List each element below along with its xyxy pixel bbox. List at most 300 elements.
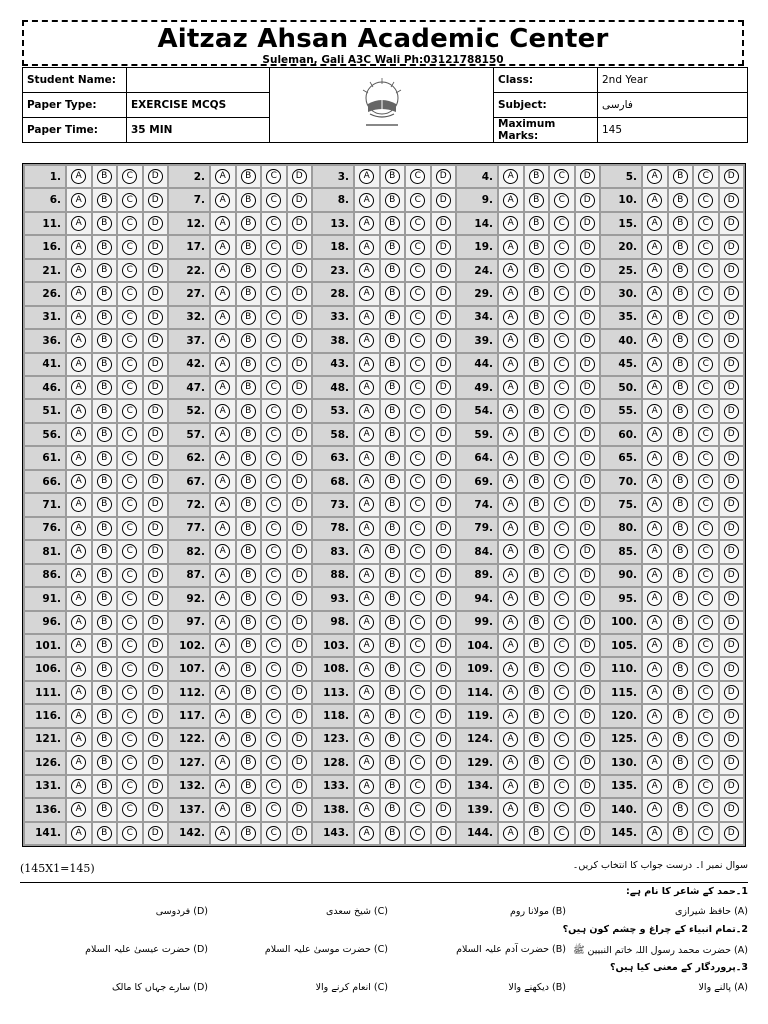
- answer-bubble-c[interactable]: C: [698, 216, 713, 231]
- answer-bubble-b[interactable]: B: [385, 544, 400, 559]
- answer-bubble-b[interactable]: B: [97, 685, 112, 700]
- answer-bubble-b[interactable]: B: [385, 286, 400, 301]
- answer-bubble-d[interactable]: D: [148, 427, 163, 442]
- answer-bubble-c[interactable]: C: [698, 755, 713, 770]
- answer-bubble-c[interactable]: C: [554, 497, 569, 512]
- answer-bubble-b[interactable]: B: [529, 638, 544, 653]
- answer-bubble-b[interactable]: B: [673, 709, 688, 724]
- answer-bubble-a[interactable]: A: [359, 497, 374, 512]
- answer-bubble-a[interactable]: A: [647, 357, 662, 372]
- answer-bubble-c[interactable]: C: [554, 474, 569, 489]
- answer-bubble-a[interactable]: A: [215, 802, 230, 817]
- answer-bubble-d[interactable]: D: [580, 451, 595, 466]
- answer-bubble-c[interactable]: C: [698, 685, 713, 700]
- answer-bubble-d[interactable]: D: [724, 357, 739, 372]
- answer-bubble-a[interactable]: A: [647, 169, 662, 184]
- answer-bubble-c[interactable]: C: [554, 240, 569, 255]
- answer-bubble-c[interactable]: C: [554, 591, 569, 606]
- answer-bubble-d[interactable]: D: [148, 709, 163, 724]
- answer-bubble-b[interactable]: B: [529, 169, 544, 184]
- answer-bubble-b[interactable]: B: [241, 638, 256, 653]
- answer-bubble-a[interactable]: A: [359, 826, 374, 841]
- answer-bubble-a[interactable]: A: [359, 662, 374, 677]
- answer-bubble-a[interactable]: A: [215, 263, 230, 278]
- answer-bubble-d[interactable]: D: [292, 333, 307, 348]
- answer-bubble-a[interactable]: A: [503, 662, 518, 677]
- answer-bubble-d[interactable]: D: [724, 193, 739, 208]
- answer-bubble-a[interactable]: A: [359, 615, 374, 630]
- answer-bubble-d[interactable]: D: [148, 263, 163, 278]
- answer-bubble-a[interactable]: A: [503, 544, 518, 559]
- answer-bubble-d[interactable]: D: [724, 802, 739, 817]
- answer-bubble-d[interactable]: D: [724, 544, 739, 559]
- answer-bubble-d[interactable]: D: [292, 404, 307, 419]
- answer-bubble-c[interactable]: C: [410, 826, 425, 841]
- answer-bubble-b[interactable]: B: [673, 544, 688, 559]
- answer-bubble-c[interactable]: C: [410, 662, 425, 677]
- answer-bubble-d[interactable]: D: [292, 779, 307, 794]
- answer-bubble-a[interactable]: A: [503, 779, 518, 794]
- answer-bubble-a[interactable]: A: [359, 216, 374, 231]
- answer-bubble-d[interactable]: D: [580, 216, 595, 231]
- answer-bubble-a[interactable]: A: [71, 662, 86, 677]
- answer-bubble-b[interactable]: B: [673, 286, 688, 301]
- answer-bubble-b[interactable]: B: [241, 521, 256, 536]
- answer-bubble-b[interactable]: B: [529, 474, 544, 489]
- answer-bubble-a[interactable]: A: [503, 638, 518, 653]
- answer-bubble-a[interactable]: A: [215, 380, 230, 395]
- answer-bubble-c[interactable]: C: [698, 474, 713, 489]
- answer-bubble-b[interactable]: B: [385, 497, 400, 512]
- answer-bubble-d[interactable]: D: [436, 310, 451, 325]
- answer-bubble-c[interactable]: C: [554, 779, 569, 794]
- answer-bubble-c[interactable]: C: [122, 286, 137, 301]
- answer-bubble-a[interactable]: A: [503, 240, 518, 255]
- answer-bubble-c[interactable]: C: [554, 826, 569, 841]
- answer-bubble-d[interactable]: D: [724, 591, 739, 606]
- answer-bubble-a[interactable]: A: [71, 216, 86, 231]
- answer-bubble-b[interactable]: B: [385, 638, 400, 653]
- answer-bubble-b[interactable]: B: [241, 779, 256, 794]
- answer-bubble-a[interactable]: A: [215, 497, 230, 512]
- answer-bubble-c[interactable]: C: [122, 310, 137, 325]
- answer-bubble-a[interactable]: A: [503, 216, 518, 231]
- answer-bubble-b[interactable]: B: [529, 544, 544, 559]
- answer-bubble-b[interactable]: B: [97, 591, 112, 606]
- answer-bubble-b[interactable]: B: [529, 497, 544, 512]
- answer-bubble-a[interactable]: A: [215, 755, 230, 770]
- answer-bubble-a[interactable]: A: [71, 310, 86, 325]
- answer-bubble-d[interactable]: D: [436, 521, 451, 536]
- answer-bubble-c[interactable]: C: [410, 193, 425, 208]
- answer-bubble-b[interactable]: B: [97, 474, 112, 489]
- answer-bubble-b[interactable]: B: [97, 286, 112, 301]
- student-name-field[interactable]: [127, 68, 270, 93]
- answer-bubble-d[interactable]: D: [724, 240, 739, 255]
- answer-bubble-b[interactable]: B: [241, 662, 256, 677]
- answer-bubble-c[interactable]: C: [698, 169, 713, 184]
- answer-bubble-a[interactable]: A: [215, 451, 230, 466]
- answer-bubble-a[interactable]: A: [359, 568, 374, 583]
- answer-bubble-b[interactable]: B: [241, 802, 256, 817]
- answer-bubble-d[interactable]: D: [436, 404, 451, 419]
- answer-bubble-d[interactable]: D: [724, 615, 739, 630]
- answer-bubble-d[interactable]: D: [724, 497, 739, 512]
- answer-bubble-a[interactable]: A: [647, 638, 662, 653]
- answer-bubble-c[interactable]: C: [266, 240, 281, 255]
- answer-bubble-a[interactable]: A: [503, 404, 518, 419]
- answer-bubble-c[interactable]: C: [698, 404, 713, 419]
- answer-bubble-b[interactable]: B: [241, 474, 256, 489]
- answer-bubble-c[interactable]: C: [410, 451, 425, 466]
- answer-bubble-d[interactable]: D: [724, 732, 739, 747]
- answer-bubble-b[interactable]: B: [673, 497, 688, 512]
- answer-bubble-c[interactable]: C: [266, 732, 281, 747]
- answer-bubble-b[interactable]: B: [385, 380, 400, 395]
- answer-bubble-d[interactable]: D: [580, 755, 595, 770]
- answer-bubble-d[interactable]: D: [292, 802, 307, 817]
- answer-bubble-b[interactable]: B: [385, 591, 400, 606]
- answer-bubble-c[interactable]: C: [266, 709, 281, 724]
- answer-bubble-d[interactable]: D: [148, 521, 163, 536]
- answer-bubble-d[interactable]: D: [724, 568, 739, 583]
- answer-bubble-b[interactable]: B: [97, 521, 112, 536]
- answer-bubble-d[interactable]: D: [724, 638, 739, 653]
- answer-bubble-b[interactable]: B: [673, 404, 688, 419]
- answer-bubble-c[interactable]: C: [554, 521, 569, 536]
- answer-bubble-b[interactable]: B: [385, 216, 400, 231]
- answer-bubble-d[interactable]: D: [292, 709, 307, 724]
- answer-bubble-c[interactable]: C: [698, 779, 713, 794]
- answer-bubble-d[interactable]: D: [724, 521, 739, 536]
- answer-bubble-c[interactable]: C: [698, 497, 713, 512]
- answer-bubble-c[interactable]: C: [698, 286, 713, 301]
- answer-bubble-d[interactable]: D: [580, 497, 595, 512]
- answer-bubble-a[interactable]: A: [71, 826, 86, 841]
- answer-bubble-d[interactable]: D: [148, 380, 163, 395]
- answer-bubble-a[interactable]: A: [503, 474, 518, 489]
- answer-bubble-a[interactable]: A: [71, 240, 86, 255]
- answer-bubble-b[interactable]: B: [241, 169, 256, 184]
- answer-bubble-a[interactable]: A: [503, 568, 518, 583]
- answer-bubble-a[interactable]: A: [503, 286, 518, 301]
- answer-bubble-d[interactable]: D: [292, 591, 307, 606]
- answer-bubble-a[interactable]: A: [71, 638, 86, 653]
- answer-bubble-b[interactable]: B: [97, 615, 112, 630]
- answer-bubble-a[interactable]: A: [71, 709, 86, 724]
- answer-bubble-d[interactable]: D: [436, 380, 451, 395]
- answer-bubble-a[interactable]: A: [359, 240, 374, 255]
- answer-bubble-b[interactable]: B: [529, 521, 544, 536]
- answer-bubble-a[interactable]: A: [359, 732, 374, 747]
- answer-bubble-d[interactable]: D: [148, 333, 163, 348]
- answer-bubble-d[interactable]: D: [148, 638, 163, 653]
- answer-bubble-a[interactable]: A: [71, 779, 86, 794]
- answer-bubble-d[interactable]: D: [436, 755, 451, 770]
- answer-bubble-a[interactable]: A: [71, 685, 86, 700]
- answer-bubble-b[interactable]: B: [241, 263, 256, 278]
- answer-bubble-b[interactable]: B: [97, 263, 112, 278]
- answer-bubble-c[interactable]: C: [410, 169, 425, 184]
- answer-bubble-c[interactable]: C: [122, 193, 137, 208]
- answer-bubble-d[interactable]: D: [724, 826, 739, 841]
- answer-bubble-c[interactable]: C: [266, 802, 281, 817]
- answer-bubble-c[interactable]: C: [554, 404, 569, 419]
- answer-bubble-c[interactable]: C: [410, 732, 425, 747]
- answer-bubble-a[interactable]: A: [215, 615, 230, 630]
- answer-bubble-a[interactable]: A: [647, 755, 662, 770]
- answer-bubble-d[interactable]: D: [292, 638, 307, 653]
- answer-bubble-b[interactable]: B: [97, 427, 112, 442]
- answer-bubble-c[interactable]: C: [266, 662, 281, 677]
- answer-bubble-d[interactable]: D: [292, 193, 307, 208]
- answer-bubble-c[interactable]: C: [122, 591, 137, 606]
- answer-bubble-c[interactable]: C: [410, 591, 425, 606]
- answer-bubble-a[interactable]: A: [215, 638, 230, 653]
- answer-bubble-c[interactable]: C: [698, 310, 713, 325]
- answer-bubble-a[interactable]: A: [647, 662, 662, 677]
- answer-bubble-d[interactable]: D: [580, 802, 595, 817]
- answer-bubble-a[interactable]: A: [647, 826, 662, 841]
- answer-bubble-b[interactable]: B: [529, 451, 544, 466]
- answer-bubble-a[interactable]: A: [503, 451, 518, 466]
- answer-bubble-a[interactable]: A: [359, 404, 374, 419]
- answer-bubble-a[interactable]: A: [215, 709, 230, 724]
- answer-bubble-b[interactable]: B: [529, 427, 544, 442]
- answer-bubble-d[interactable]: D: [436, 591, 451, 606]
- answer-bubble-c[interactable]: C: [554, 169, 569, 184]
- answer-bubble-c[interactable]: C: [554, 732, 569, 747]
- answer-bubble-b[interactable]: B: [241, 193, 256, 208]
- answer-bubble-d[interactable]: D: [292, 380, 307, 395]
- answer-bubble-d[interactable]: D: [580, 732, 595, 747]
- answer-bubble-c[interactable]: C: [698, 240, 713, 255]
- answer-bubble-b[interactable]: B: [241, 732, 256, 747]
- answer-bubble-d[interactable]: D: [292, 286, 307, 301]
- answer-bubble-a[interactable]: A: [647, 521, 662, 536]
- answer-bubble-c[interactable]: C: [266, 779, 281, 794]
- answer-bubble-d[interactable]: D: [580, 404, 595, 419]
- answer-bubble-d[interactable]: D: [148, 404, 163, 419]
- answer-bubble-b[interactable]: B: [97, 544, 112, 559]
- answer-bubble-c[interactable]: C: [122, 474, 137, 489]
- answer-bubble-d[interactable]: D: [292, 826, 307, 841]
- answer-bubble-c[interactable]: C: [410, 544, 425, 559]
- answer-bubble-a[interactable]: A: [359, 427, 374, 442]
- answer-bubble-d[interactable]: D: [436, 615, 451, 630]
- answer-bubble-b[interactable]: B: [673, 591, 688, 606]
- answer-bubble-a[interactable]: A: [503, 802, 518, 817]
- answer-bubble-a[interactable]: A: [503, 755, 518, 770]
- answer-bubble-c[interactable]: C: [122, 451, 137, 466]
- answer-bubble-b[interactable]: B: [385, 826, 400, 841]
- answer-bubble-c[interactable]: C: [410, 427, 425, 442]
- answer-bubble-d[interactable]: D: [724, 779, 739, 794]
- answer-bubble-b[interactable]: B: [529, 357, 544, 372]
- answer-bubble-c[interactable]: C: [410, 802, 425, 817]
- answer-bubble-a[interactable]: A: [215, 333, 230, 348]
- answer-bubble-d[interactable]: D: [292, 263, 307, 278]
- answer-bubble-a[interactable]: A: [359, 263, 374, 278]
- answer-bubble-d[interactable]: D: [436, 333, 451, 348]
- answer-bubble-b[interactable]: B: [241, 591, 256, 606]
- answer-bubble-a[interactable]: A: [215, 732, 230, 747]
- answer-bubble-d[interactable]: D: [724, 380, 739, 395]
- answer-bubble-c[interactable]: C: [554, 685, 569, 700]
- answer-bubble-b[interactable]: B: [385, 404, 400, 419]
- answer-bubble-b[interactable]: B: [385, 755, 400, 770]
- answer-bubble-a[interactable]: A: [503, 357, 518, 372]
- answer-bubble-b[interactable]: B: [241, 380, 256, 395]
- answer-bubble-d[interactable]: D: [436, 802, 451, 817]
- answer-bubble-d[interactable]: D: [148, 216, 163, 231]
- answer-bubble-a[interactable]: A: [71, 521, 86, 536]
- answer-bubble-b[interactable]: B: [673, 216, 688, 231]
- answer-bubble-c[interactable]: C: [410, 521, 425, 536]
- answer-bubble-d[interactable]: D: [436, 709, 451, 724]
- answer-bubble-c[interactable]: C: [122, 779, 137, 794]
- answer-bubble-a[interactable]: A: [215, 591, 230, 606]
- answer-bubble-b[interactable]: B: [97, 497, 112, 512]
- answer-bubble-b[interactable]: B: [529, 755, 544, 770]
- answer-bubble-c[interactable]: C: [410, 755, 425, 770]
- answer-bubble-a[interactable]: A: [215, 404, 230, 419]
- answer-bubble-d[interactable]: D: [580, 662, 595, 677]
- answer-bubble-b[interactable]: B: [673, 310, 688, 325]
- answer-bubble-c[interactable]: C: [410, 380, 425, 395]
- answer-bubble-d[interactable]: D: [580, 779, 595, 794]
- answer-bubble-b[interactable]: B: [673, 826, 688, 841]
- answer-bubble-c[interactable]: C: [554, 427, 569, 442]
- answer-bubble-c[interactable]: C: [554, 709, 569, 724]
- answer-bubble-c[interactable]: C: [266, 380, 281, 395]
- answer-bubble-b[interactable]: B: [385, 779, 400, 794]
- answer-bubble-d[interactable]: D: [148, 826, 163, 841]
- answer-bubble-d[interactable]: D: [148, 310, 163, 325]
- answer-bubble-a[interactable]: A: [647, 310, 662, 325]
- answer-bubble-b[interactable]: B: [529, 826, 544, 841]
- answer-bubble-a[interactable]: A: [71, 286, 86, 301]
- answer-bubble-c[interactable]: C: [410, 568, 425, 583]
- answer-bubble-a[interactable]: A: [71, 591, 86, 606]
- answer-bubble-b[interactable]: B: [97, 169, 112, 184]
- answer-bubble-d[interactable]: D: [436, 427, 451, 442]
- answer-bubble-b[interactable]: B: [529, 732, 544, 747]
- answer-bubble-a[interactable]: A: [215, 474, 230, 489]
- answer-bubble-a[interactable]: A: [503, 310, 518, 325]
- answer-bubble-d[interactable]: D: [580, 521, 595, 536]
- answer-bubble-c[interactable]: C: [410, 286, 425, 301]
- answer-bubble-d[interactable]: D: [580, 591, 595, 606]
- answer-bubble-b[interactable]: B: [385, 474, 400, 489]
- answer-bubble-d[interactable]: D: [148, 169, 163, 184]
- answer-bubble-c[interactable]: C: [410, 709, 425, 724]
- answer-bubble-d[interactable]: D: [292, 544, 307, 559]
- answer-bubble-a[interactable]: A: [647, 263, 662, 278]
- answer-bubble-d[interactable]: D: [292, 357, 307, 372]
- answer-bubble-c[interactable]: C: [266, 310, 281, 325]
- answer-bubble-d[interactable]: D: [148, 591, 163, 606]
- answer-bubble-d[interactable]: D: [436, 240, 451, 255]
- answer-bubble-b[interactable]: B: [673, 380, 688, 395]
- answer-bubble-b[interactable]: B: [97, 662, 112, 677]
- answer-bubble-d[interactable]: D: [724, 310, 739, 325]
- answer-bubble-b[interactable]: B: [97, 216, 112, 231]
- answer-bubble-c[interactable]: C: [266, 357, 281, 372]
- answer-bubble-a[interactable]: A: [647, 240, 662, 255]
- answer-bubble-c[interactable]: C: [266, 286, 281, 301]
- answer-bubble-a[interactable]: A: [647, 779, 662, 794]
- answer-bubble-b[interactable]: B: [673, 685, 688, 700]
- answer-bubble-d[interactable]: D: [724, 451, 739, 466]
- answer-bubble-c[interactable]: C: [698, 333, 713, 348]
- answer-bubble-d[interactable]: D: [148, 544, 163, 559]
- answer-bubble-c[interactable]: C: [698, 732, 713, 747]
- answer-bubble-d[interactable]: D: [148, 685, 163, 700]
- answer-bubble-a[interactable]: A: [503, 615, 518, 630]
- answer-bubble-a[interactable]: A: [359, 755, 374, 770]
- answer-bubble-c[interactable]: C: [266, 474, 281, 489]
- answer-bubble-a[interactable]: A: [503, 333, 518, 348]
- answer-bubble-d[interactable]: D: [580, 357, 595, 372]
- answer-bubble-d[interactable]: D: [148, 779, 163, 794]
- answer-bubble-a[interactable]: A: [215, 240, 230, 255]
- answer-bubble-d[interactable]: D: [148, 286, 163, 301]
- answer-bubble-b[interactable]: B: [673, 568, 688, 583]
- answer-bubble-c[interactable]: C: [122, 709, 137, 724]
- answer-bubble-a[interactable]: A: [647, 709, 662, 724]
- answer-bubble-a[interactable]: A: [359, 193, 374, 208]
- answer-bubble-b[interactable]: B: [529, 286, 544, 301]
- answer-bubble-a[interactable]: A: [215, 286, 230, 301]
- answer-bubble-c[interactable]: C: [410, 638, 425, 653]
- answer-bubble-d[interactable]: D: [436, 263, 451, 278]
- answer-bubble-b[interactable]: B: [241, 451, 256, 466]
- answer-bubble-a[interactable]: A: [215, 357, 230, 372]
- answer-bubble-c[interactable]: C: [554, 357, 569, 372]
- answer-bubble-c[interactable]: C: [554, 333, 569, 348]
- answer-bubble-d[interactable]: D: [292, 240, 307, 255]
- answer-bubble-c[interactable]: C: [410, 497, 425, 512]
- answer-bubble-d[interactable]: D: [724, 755, 739, 770]
- answer-bubble-b[interactable]: B: [673, 169, 688, 184]
- answer-bubble-d[interactable]: D: [436, 544, 451, 559]
- answer-bubble-d[interactable]: D: [148, 451, 163, 466]
- answer-bubble-b[interactable]: B: [529, 685, 544, 700]
- answer-bubble-c[interactable]: C: [122, 404, 137, 419]
- answer-bubble-a[interactable]: A: [71, 451, 86, 466]
- answer-bubble-b[interactable]: B: [385, 169, 400, 184]
- answer-bubble-d[interactable]: D: [580, 638, 595, 653]
- answer-bubble-c[interactable]: C: [698, 193, 713, 208]
- answer-bubble-d[interactable]: D: [148, 802, 163, 817]
- answer-bubble-d[interactable]: D: [724, 709, 739, 724]
- answer-bubble-c[interactable]: C: [554, 263, 569, 278]
- answer-bubble-a[interactable]: A: [359, 474, 374, 489]
- answer-bubble-c[interactable]: C: [698, 380, 713, 395]
- answer-bubble-b[interactable]: B: [529, 333, 544, 348]
- answer-bubble-c[interactable]: C: [698, 544, 713, 559]
- answer-bubble-a[interactable]: A: [503, 497, 518, 512]
- answer-bubble-c[interactable]: C: [554, 615, 569, 630]
- answer-bubble-b[interactable]: B: [673, 732, 688, 747]
- answer-bubble-b[interactable]: B: [385, 193, 400, 208]
- answer-bubble-b[interactable]: B: [241, 216, 256, 231]
- answer-bubble-a[interactable]: A: [215, 193, 230, 208]
- answer-bubble-c[interactable]: C: [698, 802, 713, 817]
- answer-bubble-d[interactable]: D: [148, 755, 163, 770]
- answer-bubble-d[interactable]: D: [724, 169, 739, 184]
